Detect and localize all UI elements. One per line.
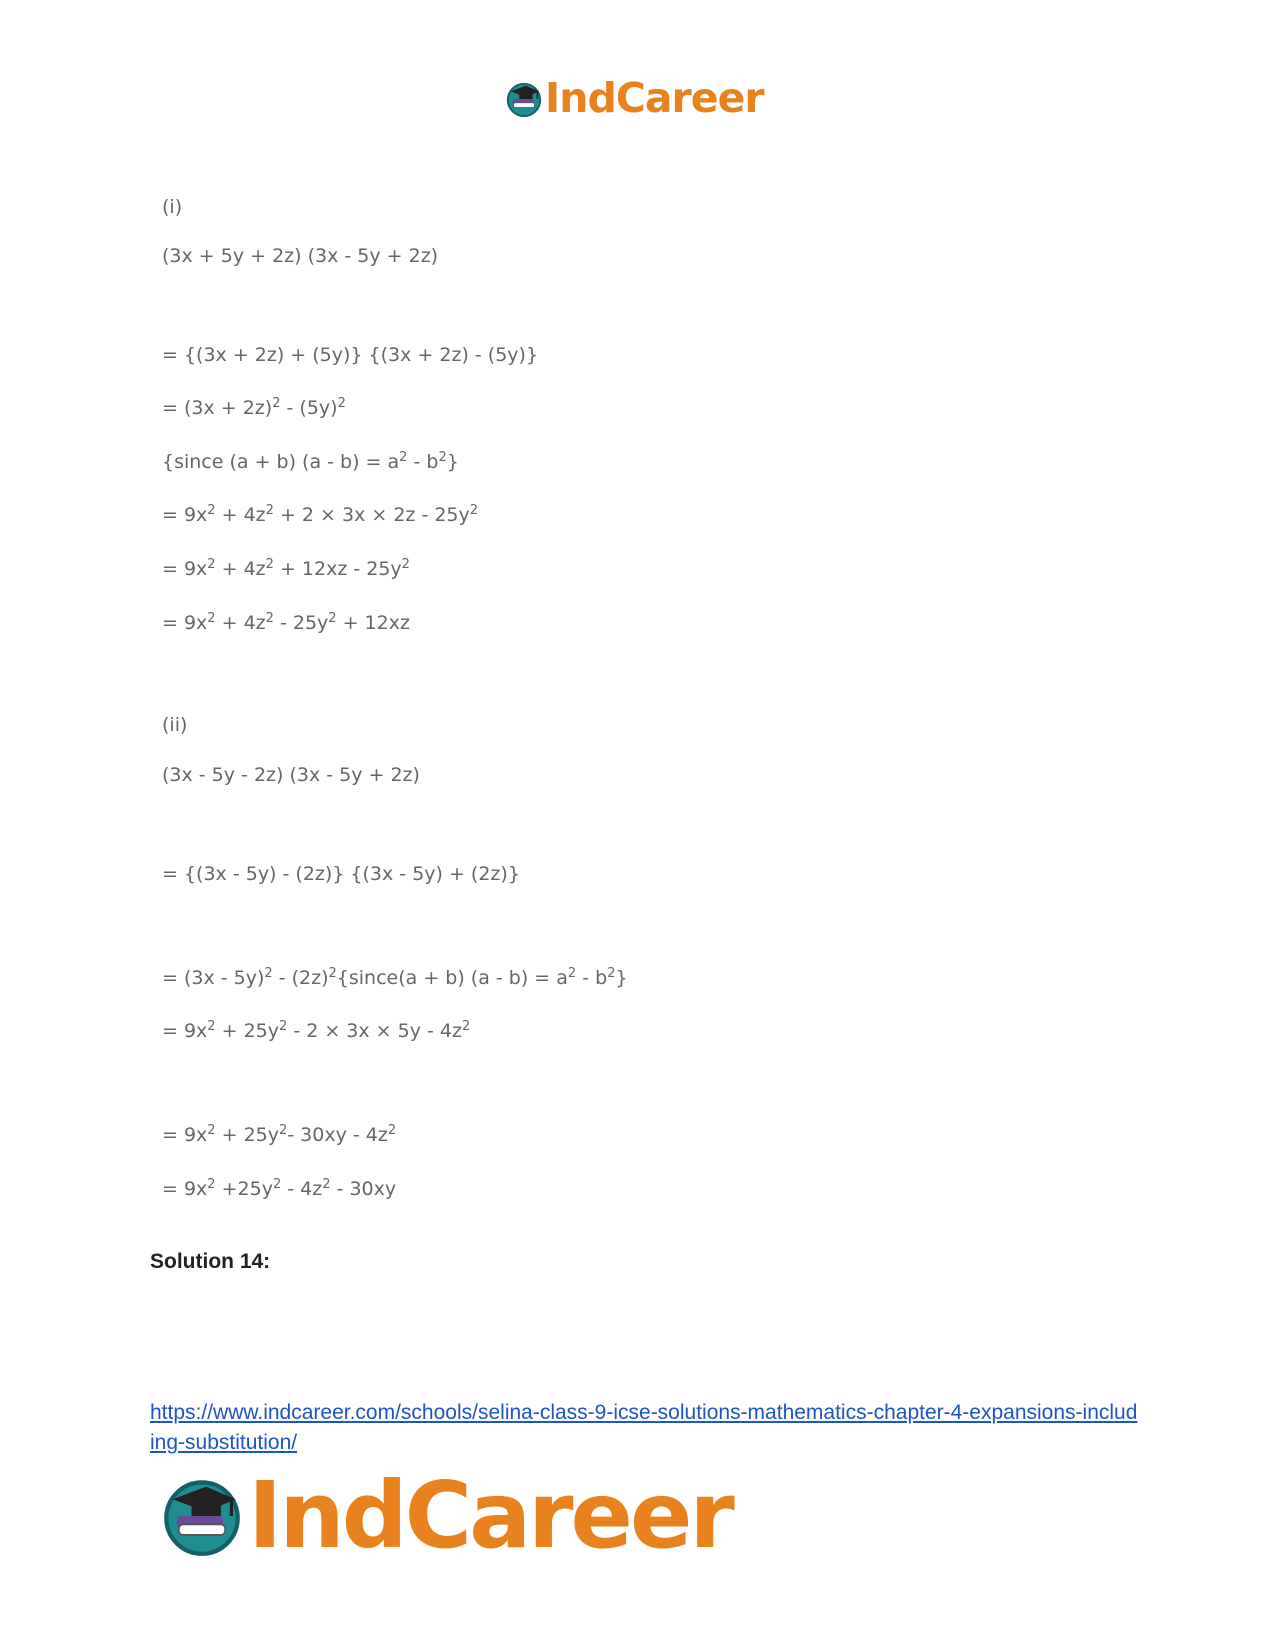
step-i-1: = {(3x + 2z) + (5y)} {(3x + 2z) - (5y)} <box>162 344 539 366</box>
source-link[interactable]: https://www.indcareer.com/schools/selina-class-9-icse-solutions-mathematics-chapter-4-expansions-including-substitution/ <box>150 1401 1138 1454</box>
step-ii-1: = {(3x - 5y) - (2z)} {(3x - 5y) + (2z)} <box>162 863 520 885</box>
step-i-2: = $(3x + 2z)^2 - (5y)^2$ <box>162 396 346 419</box>
step-i-5: = $9x^2 + 4z^2 - 25y^2 + 12xz$ <box>162 611 410 634</box>
step-i-4: = $9x^2 + 4z^2 + 12xz - 25y^2$ <box>162 557 410 580</box>
part-label-i: (i) <box>162 196 183 218</box>
part-label-ii: (ii) <box>162 714 188 736</box>
graduation-cap-book-globe-icon <box>505 80 543 118</box>
footer-logo <box>160 1462 732 1569</box>
step-ii-5: = $9x^2 +25y^2 - 4z^2 - 30xy$ <box>162 1177 397 1200</box>
logo-text: IndCareer <box>545 74 764 122</box>
step-ii-3: = $9x^2 + 25y^2 - 2 \times 3x \times 5y - 4z^2$ <box>162 1019 471 1042</box>
problem-ii: (3x - 5y - 2z) (3x - 5y + 2z) <box>162 764 420 786</box>
step-ii-2: = $(3x - 5y)^2 - (2z)^2\{since(a + b)$ $(a - b) = a^2 - b^2$} <box>162 966 628 989</box>
step-ii-4: = $9x^2 + 25y^2-$ $30xy - 4z^2$ <box>162 1123 397 1146</box>
step-i-3: = $9x^2 + 4z^2 + 2 \times 3x \times 2z - 25y^2$ <box>162 503 479 526</box>
identity-i: {since (a + b) $(a - b) = a^2 - b^2$} <box>162 450 459 473</box>
problem-i: (3x + 5y + 2z) (3x - 5y + 2z) <box>162 245 439 267</box>
header-logo <box>505 74 764 122</box>
solution-heading: Solution 14: <box>150 1250 271 1273</box>
graduation-cap-book-globe-icon <box>160 1474 244 1558</box>
logo-text: IndCareer <box>248 1462 732 1569</box>
